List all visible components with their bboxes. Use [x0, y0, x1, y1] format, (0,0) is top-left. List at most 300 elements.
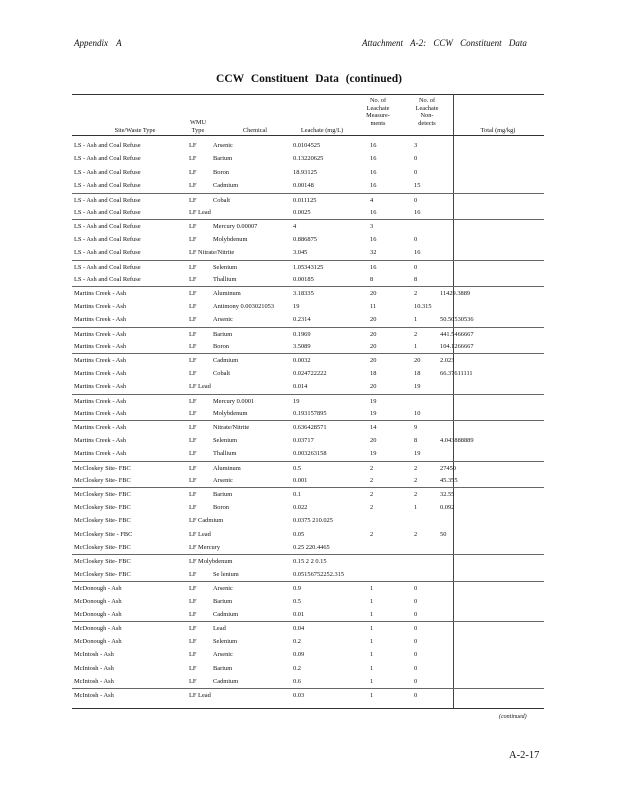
cell-total: 104.1266667: [440, 343, 474, 350]
cell-site: McCloskey Site- FBC: [74, 544, 131, 551]
cell-site: McCloskey Site- FBC: [74, 503, 131, 511]
cell-site: Martins Creek - Ash: [74, 343, 127, 350]
cell-leachate: 0.03: [293, 692, 305, 700]
cell-measurements: 2: [370, 464, 374, 472]
running-header-right: Attachment A-2: CCW Constituent Data: [362, 38, 527, 48]
cell-measurements: 1: [370, 664, 374, 672]
table-row: [72, 461, 544, 475]
cell-site: McDonough - Ash: [74, 637, 122, 645]
cell-leachate: 0.5: [293, 597, 301, 605]
table-row: [72, 675, 544, 688]
cell-wmu: LF: [189, 464, 197, 472]
cell-nondetects: 19: [414, 383, 421, 391]
cell-site: McCloskey Site - FBC: [74, 530, 133, 538]
cell-leachate: 0.09: [293, 651, 305, 659]
cell-chemical: Selenium: [213, 263, 238, 271]
cell-leachate: 0.1969: [293, 330, 311, 338]
cell-site: Martins Creek - Ash: [74, 397, 127, 405]
cell-site: McIntosh - Ash: [74, 664, 114, 672]
column-header-leachate: Leachate (mg/L): [300, 127, 344, 134]
cell-site: LS - Ash and Coal Refuse: [74, 155, 141, 163]
cell-chemical: Cadmium: [213, 611, 239, 618]
column-header-chemical: Chemical: [242, 127, 268, 134]
cell-measurements: 16: [370, 209, 377, 216]
cell-leachate: 0.014: [293, 383, 308, 391]
cell-wmu: LF: [189, 410, 197, 417]
cell-site: McIntosh - Ash: [74, 651, 114, 659]
cell-leachate: 0.25 220.4465: [293, 544, 330, 551]
cell-wmu: LF: [189, 477, 197, 484]
cell-measurements: 1: [370, 611, 374, 618]
cell-leachate: 0.886875: [293, 235, 317, 243]
cell-measurements: 1: [370, 651, 374, 659]
cell-leachate: 0.1: [293, 491, 301, 499]
cell-measurements: 1: [370, 625, 374, 633]
cell-site: Martins Creek - Ash: [74, 330, 127, 338]
cell-wmu: LF: [189, 330, 197, 338]
cell-leachate: 3.18335: [293, 290, 314, 298]
cell-site: LS - Ash and Coal Refuse: [74, 168, 141, 176]
cell-measurements: 20: [370, 436, 377, 444]
cell-wmu: LF: [189, 235, 197, 243]
cell-wmu: LF: [189, 316, 197, 324]
cell-chemical: Boron: [213, 168, 229, 176]
cell-nondetects: 0: [414, 196, 418, 204]
cell-chemical: Aluminum: [213, 290, 241, 298]
cell-leachate: 18.93125: [293, 168, 317, 176]
cell-site: Martins Creek - Ash: [74, 424, 127, 432]
cell-measurements: 16: [370, 235, 377, 243]
cell-nondetects: 10: [414, 410, 421, 417]
cell-site: Martins Creek - Ash: [74, 290, 127, 298]
cell-total: 32.55: [440, 491, 455, 499]
cell-site: Martins Creek - Ash: [74, 410, 127, 417]
cell-measurements: 20: [370, 383, 377, 391]
table-row: [72, 420, 544, 434]
cell-wmu: LF: [189, 611, 197, 618]
cell-site: McDonough - Ash: [74, 597, 122, 605]
cell-wmu: LF: [189, 343, 197, 350]
table-row: [72, 327, 544, 341]
table-row: [72, 528, 544, 541]
cell-wmu: LF: [189, 491, 197, 499]
cell-chemical: Arsenic: [213, 651, 233, 659]
cell-measurements: 1: [370, 678, 374, 685]
cell-wmu: LF: [189, 263, 197, 271]
cell-chemical: Aluminum: [213, 464, 241, 472]
cell-nondetects: 0: [414, 263, 418, 271]
cell-measurements: 1: [370, 597, 374, 605]
table-row: [72, 193, 544, 207]
cell-chemical: Nitrate/Nitrite: [213, 424, 250, 432]
cell-chemical: Lead: [213, 625, 226, 633]
cell-chemical: Arsenic: [213, 585, 233, 593]
cell-leachate: 0.9: [293, 585, 301, 593]
cell-leachate: 3.045: [293, 249, 308, 257]
cell-wmu: LF: [189, 369, 197, 377]
cell-total: 66.37611111: [440, 369, 473, 377]
cell-nondetects: 0: [414, 637, 418, 645]
cell-chemical: Arsenic: [213, 142, 233, 149]
cell-site: LS - Ash and Coal Refuse: [74, 249, 141, 257]
cell-measurements: 16: [370, 263, 377, 271]
cell-leachate: 3.5089: [293, 343, 311, 350]
cell-chemical: Barium: [213, 491, 233, 499]
table-row: [72, 514, 544, 527]
cell-leachate: 0.6: [293, 678, 301, 685]
table-row: [72, 219, 544, 233]
table-row: [72, 313, 544, 326]
table-top-rule: [72, 94, 544, 95]
table-row: [72, 273, 544, 286]
cell-chemical: Selenium: [213, 637, 238, 645]
cell-chemical: Barium: [213, 597, 233, 605]
cell-nondetects: 16: [414, 209, 421, 216]
cell-nondetects: 2: [414, 491, 418, 499]
cell-chemical: Cadmium: [213, 357, 239, 365]
cell-site: McIntosh - Ash: [74, 678, 114, 685]
cell-wmu: LF: [189, 450, 197, 458]
cell-nondetects: 0: [414, 611, 418, 618]
cell-nondetects: 20: [414, 357, 421, 365]
cell-chemical: Antimony 0.003021053: [213, 302, 275, 310]
cell-leachate: 0.001: [293, 477, 308, 484]
table-bottom-rule: [72, 708, 544, 709]
cell-wmu: LF Mercury: [189, 544, 221, 551]
cell-leachate: 0.00185: [293, 276, 314, 283]
table-row: [72, 568, 544, 581]
cell-chemical: Barium: [213, 155, 233, 163]
cell-site: LS - Ash and Coal Refuse: [74, 223, 141, 231]
cell-nondetects: 9: [414, 424, 418, 432]
cell-measurements: 16: [370, 182, 377, 190]
cell-leachate: 0.0025: [293, 209, 311, 216]
cell-wmu: LF: [189, 397, 197, 405]
table-row: [72, 407, 544, 420]
cell-measurements: 19: [370, 450, 377, 458]
cell-leachate: 0.636428571: [293, 424, 327, 432]
running-header-left: Appendix A: [74, 38, 122, 48]
cell-wmu: LF: [189, 302, 197, 310]
cell-site: LS - Ash and Coal Refuse: [74, 182, 141, 190]
cell-nondetects: 2: [414, 477, 418, 484]
table-row: [72, 340, 544, 353]
cell-total: 0.092: [440, 503, 455, 511]
cell-wmu: LF: [189, 196, 197, 204]
cell-chemical: Molybdenum: [213, 235, 248, 243]
cell-site: LS - Ash and Coal Refuse: [74, 263, 141, 271]
cell-site: LS - Ash and Coal Refuse: [74, 142, 141, 149]
table-row: [72, 286, 544, 300]
cell-measurements: 16: [370, 142, 377, 149]
cell-total: 45.355: [440, 477, 458, 484]
cell-leachate: 4: [293, 223, 297, 231]
cell-wmu: LF Cadmium: [189, 517, 224, 525]
cell-wmu: LF: [189, 651, 197, 659]
cell-chemical: Thallium: [213, 450, 237, 458]
cell-leachate: 0.193157895: [293, 410, 327, 417]
cell-wmu: LF Lead: [189, 692, 211, 700]
cell-site: LS - Ash and Coal Refuse: [74, 209, 141, 216]
cell-leachate: 19: [293, 397, 300, 405]
column-header-measurements: No. of Leachate Measure- ments: [366, 97, 390, 127]
cell-nondetects: 2: [414, 290, 418, 298]
cell-measurements: 8: [370, 276, 374, 283]
cell-measurements: 3: [370, 223, 374, 231]
cell-wmu: LF: [189, 436, 197, 444]
table-row: [72, 233, 544, 246]
cell-measurements: 19: [370, 397, 377, 405]
cell-leachate: 0.15 2 2 0.15: [293, 558, 327, 566]
cell-wmu: LF: [189, 570, 197, 578]
table-row: [72, 447, 544, 460]
cell-leachate: 0.00148: [293, 182, 314, 190]
cell-chemical: Thallium: [213, 276, 237, 283]
column-header-nondetects: No. of Leachate Non- detects: [415, 97, 439, 127]
cell-total: 50.50530536: [440, 316, 474, 324]
table-row: [72, 139, 544, 152]
cell-nondetects: 0: [414, 664, 418, 672]
cell-leachate: 19: [293, 302, 300, 310]
cell-nondetects: 10.315: [414, 302, 432, 310]
cell-wmu: LF Lead: [189, 383, 211, 391]
table-row: [72, 541, 544, 554]
cell-wmu: LF Molybdenum: [189, 558, 233, 566]
table-row: [72, 621, 544, 635]
cell-chemical: Arsenic: [213, 316, 233, 324]
cell-nondetects: 2: [414, 464, 418, 472]
cell-site: Martins Creek - Ash: [74, 316, 127, 324]
cell-site: LS - Ash and Coal Refuse: [74, 235, 141, 243]
table-row: [72, 367, 544, 380]
cell-leachate: 0.022: [293, 503, 308, 511]
cell-site: McCloskey Site- FBC: [74, 477, 131, 484]
cell-leachate: 0.0375 210.025: [293, 517, 333, 525]
cell-nondetects: 1: [414, 343, 418, 350]
cell-nondetects: 0: [414, 651, 418, 659]
cell-nondetects: 1: [414, 316, 418, 324]
cell-measurements: 14: [370, 424, 377, 432]
cell-site: McIntosh - Ash: [74, 692, 114, 700]
cell-leachate: 0.04: [293, 625, 305, 633]
cell-total: 27450: [440, 464, 456, 472]
cell-site: LS - Ash and Coal Refuse: [74, 276, 141, 283]
table-row: [72, 353, 544, 367]
cell-chemical: Mercury 0.0001: [213, 397, 255, 405]
cell-leachate: 1.05343125: [293, 263, 324, 271]
table-row: [72, 300, 544, 313]
table-row: [72, 179, 544, 192]
table-row: [72, 688, 544, 702]
cell-leachate: 0.003263158: [293, 450, 327, 458]
cell-measurements: 2: [370, 491, 374, 499]
cell-wmu: LF: [189, 664, 197, 672]
cell-measurements: 20: [370, 343, 377, 350]
cell-measurements: 11: [370, 302, 377, 310]
cell-measurements: 1: [370, 692, 374, 700]
cell-nondetects: 1: [414, 503, 418, 511]
cell-leachate: 0.2314: [293, 316, 311, 324]
cell-measurements: 2: [370, 530, 374, 538]
cell-total: 2.023: [440, 357, 455, 365]
table-row: [72, 635, 544, 648]
cell-wmu: LF: [189, 276, 197, 283]
cell-nondetects: 2: [414, 330, 418, 338]
cell-chemical: Arsenic: [213, 477, 233, 484]
cell-total: 4.043888889: [440, 436, 474, 444]
cell-chemical: Selenium: [213, 436, 238, 444]
cell-wmu: LF: [189, 585, 197, 593]
cell-nondetects: 8: [414, 436, 418, 444]
cell-wmu: LF: [189, 503, 197, 511]
cell-wmu: LF: [189, 678, 197, 685]
cell-wmu: LF: [189, 155, 197, 163]
cell-site: McCloskey Site- FBC: [74, 491, 131, 499]
table-row: [72, 152, 544, 165]
cell-nondetects: 19: [414, 450, 421, 458]
cell-site: Martins Creek - Ash: [74, 302, 127, 310]
cell-total: 441.5466667: [440, 330, 474, 338]
table-row: [72, 581, 544, 595]
cell-nondetects: 0: [414, 678, 418, 685]
cell-nondetects: 0: [414, 597, 418, 605]
cell-measurements: 2: [370, 503, 374, 511]
cell-nondetects: 3: [414, 142, 418, 149]
continued-note: (continued): [499, 714, 527, 720]
cell-nondetects: 0: [414, 155, 418, 163]
column-header-total: Total (mg/kg): [480, 127, 516, 134]
cell-wmu: LF: [189, 357, 197, 365]
cell-measurements: 1: [370, 585, 374, 593]
cell-total: 11429.3889: [440, 290, 471, 298]
cell-leachate: 0.2: [293, 664, 301, 672]
cell-site: Martins Creek - Ash: [74, 436, 127, 444]
cell-nondetects: 0: [414, 235, 418, 243]
cell-wmu: LF: [189, 142, 197, 149]
cell-site: McDonough - Ash: [74, 625, 122, 633]
table-row: [72, 648, 544, 661]
cell-nondetects: 2: [414, 530, 418, 538]
cell-site: Martins Creek - Ash: [74, 450, 127, 458]
cell-chemical: Boron: [213, 503, 229, 511]
cell-leachate: 0.03717: [293, 436, 314, 444]
cell-measurements: 18: [370, 369, 377, 377]
cell-wmu: LF Lead: [189, 209, 211, 216]
cell-site: LS - Ash and Coal Refuse: [74, 196, 141, 204]
cell-wmu: LF Nitrate/Nitrite: [189, 249, 235, 257]
cell-leachate: 0.024722222: [293, 369, 327, 377]
cell-measurements: 32: [370, 249, 377, 257]
cell-leachate: 0.01: [293, 611, 305, 618]
cell-nondetects: 18: [414, 369, 421, 377]
cell-site: McDonough - Ash: [74, 585, 122, 593]
cell-chemical: Barium: [213, 664, 233, 672]
cell-chemical: Cobalt: [213, 196, 231, 204]
table-row: [72, 662, 544, 675]
cell-wmu: LF: [189, 182, 197, 190]
cell-nondetects: 0: [414, 168, 418, 176]
cell-leachate: 0.011125: [293, 196, 317, 204]
cell-leachate: 0.05: [293, 530, 305, 538]
cell-measurements: 20: [370, 330, 377, 338]
table-row: [72, 501, 544, 514]
cell-wmu: LF: [189, 290, 197, 298]
table-row: [72, 474, 544, 487]
page-number: A-2-17: [509, 750, 540, 761]
table-row: [72, 206, 544, 219]
cell-leachate: 0.5: [293, 464, 301, 472]
cell-measurements: 1: [370, 637, 374, 645]
cell-nondetects: 0: [414, 625, 418, 633]
cell-site: Martins Creek - Ash: [74, 369, 127, 377]
cell-measurements: 20: [370, 316, 377, 324]
table-row: [72, 487, 544, 501]
cell-total: 50: [440, 530, 447, 538]
cell-site: McCloskey Site- FBC: [74, 558, 131, 566]
table-row: [72, 394, 544, 408]
table-row: [72, 380, 544, 393]
table-row: [72, 554, 544, 568]
cell-site: McCloskey Site- FBC: [74, 570, 131, 578]
cell-site: McDonough - Ash: [74, 611, 122, 618]
cell-chemical: Cadmium: [213, 182, 239, 190]
table-row: [72, 608, 544, 621]
table-row: [72, 595, 544, 608]
table-title: CCW Constituent Data (continued): [216, 73, 402, 85]
column-header-site: Site/Waste Type: [114, 127, 156, 134]
cell-measurements: 20: [370, 290, 377, 298]
cell-leachate: 0.0032: [293, 357, 311, 365]
cell-measurements: 16: [370, 168, 377, 176]
cell-site: McCloskey Site- FBC: [74, 464, 131, 472]
cell-site: Martins Creek - Ash: [74, 357, 127, 365]
cell-nondetects: 15: [414, 182, 421, 190]
table-row: [72, 166, 544, 179]
header-rule: [72, 135, 544, 136]
cell-leachate: 0.0104525: [293, 142, 321, 149]
cell-wmu: LF Lead: [189, 530, 211, 538]
column-header-wmu: WMU Type: [189, 119, 207, 134]
cell-wmu: LF: [189, 625, 197, 633]
cell-site: McCloskey Site- FBC: [74, 517, 131, 525]
cell-leachate: 0.2: [293, 637, 301, 645]
cell-chemical: Cadmium: [213, 678, 239, 685]
cell-measurements: 4: [370, 196, 374, 204]
cell-leachate: 0.05156752252.315: [293, 570, 345, 578]
cell-leachate: 0.13220625: [293, 155, 324, 163]
table-row: [72, 260, 544, 274]
cell-wmu: LF: [189, 424, 197, 432]
cell-nondetects: 0: [414, 692, 418, 700]
cell-chemical: Se lenium: [213, 570, 239, 578]
cell-chemical: Cobalt: [213, 369, 231, 377]
cell-nondetects: 0: [414, 585, 418, 593]
cell-nondetects: 8: [414, 276, 418, 283]
cell-wmu: LF: [189, 637, 197, 645]
cell-wmu: LF: [189, 168, 197, 176]
cell-nondetects: 16: [414, 249, 421, 257]
cell-wmu: LF: [189, 597, 197, 605]
cell-chemical: Boron: [213, 343, 229, 350]
cell-measurements: 20: [370, 357, 377, 365]
cell-measurements: 16: [370, 155, 377, 163]
cell-site: Martins Creek - Ash: [74, 383, 127, 391]
table-row: [72, 434, 544, 447]
table-row: [72, 246, 544, 259]
cell-measurements: 2: [370, 477, 374, 484]
cell-chemical: Barium: [213, 330, 233, 338]
cell-chemical: Mercury 0.00007: [213, 223, 258, 231]
